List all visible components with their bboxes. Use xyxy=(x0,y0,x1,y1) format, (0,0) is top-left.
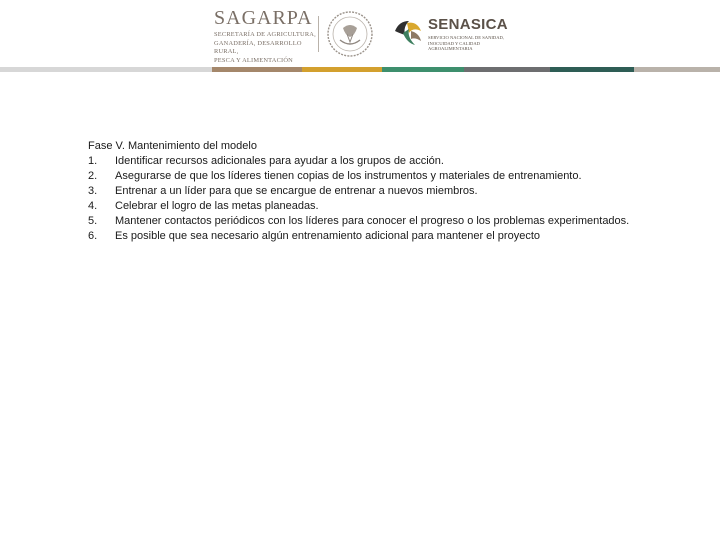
sagarpa-subtitle-line: GANADERÍA, DESARROLLO RURAL, xyxy=(214,39,302,55)
senasica-emblem-icon xyxy=(391,15,425,49)
item-text: Asegurarse de que los líderes tienen copias de los instrumentos y materiales de entrenamiento. xyxy=(115,170,582,182)
stripe-segment xyxy=(634,67,720,72)
list-item xyxy=(88,199,688,214)
item-number: 6. xyxy=(88,230,98,242)
logo-divider xyxy=(318,16,319,52)
senasica-name: SENASICA xyxy=(428,16,508,33)
list-item xyxy=(88,229,688,244)
senasica-subtitle-line: AGROALIMENTARIA xyxy=(428,46,473,52)
stripe-segment xyxy=(212,67,302,72)
item-text: Celebrar el logro de las metas planeadas. xyxy=(115,200,319,212)
sagarpa-subtitle-line: SECRETARÍA DE AGRICULTURA, xyxy=(214,31,316,38)
section-title: Fase V. Mantenimiento del modelo xyxy=(88,140,257,152)
stripe-segment xyxy=(550,67,634,72)
stripe-segment xyxy=(464,67,550,72)
item-number: 1. xyxy=(88,155,98,167)
sagarpa-name: SAGARPA xyxy=(214,7,313,29)
page-header xyxy=(0,0,720,72)
list-item xyxy=(88,154,688,169)
mexico-coat-of-arms-icon xyxy=(326,10,374,58)
sagarpa-subtitle-line: PESCA Y ALIMENTACIÓN xyxy=(214,56,293,64)
list-item xyxy=(88,184,688,199)
senasica-logo xyxy=(428,17,518,52)
slide-body xyxy=(88,139,688,244)
step-list xyxy=(88,154,688,244)
senasica-subtitle-line: SERVICIO NACIONAL DE SANIDAD, xyxy=(428,35,505,40)
item-text: Entrenar a un líder para que se encargue de entrenar a nuevos miembros. xyxy=(115,185,478,197)
list-item xyxy=(88,214,688,229)
header-color-stripe xyxy=(0,67,720,72)
stripe-segment xyxy=(382,67,464,72)
stripe-segment xyxy=(302,67,382,72)
senasica-subtitle-line: INOCUIDAD Y CALIDAD xyxy=(428,40,480,46)
item-number: 5. xyxy=(88,215,98,227)
senasica-subtitle xyxy=(428,35,518,52)
item-text: Es posible que sea necesario algún entrenamiento adicional para mantener el proyecto xyxy=(115,230,540,242)
item-text: Identificar recursos adicionales para ayudar a los grupos de acción. xyxy=(115,155,444,167)
stripe-segment xyxy=(0,67,212,72)
sagarpa-subtitle xyxy=(214,31,318,65)
item-text: Mantener contactos periódicos con los líderes para conocer el progreso o los problemas experimentados. xyxy=(115,215,630,227)
item-number: 2. xyxy=(88,170,98,182)
item-number: 4. xyxy=(88,200,98,212)
sagarpa-logo xyxy=(214,7,316,64)
list-item xyxy=(88,169,688,184)
item-number: 3. xyxy=(88,185,98,197)
